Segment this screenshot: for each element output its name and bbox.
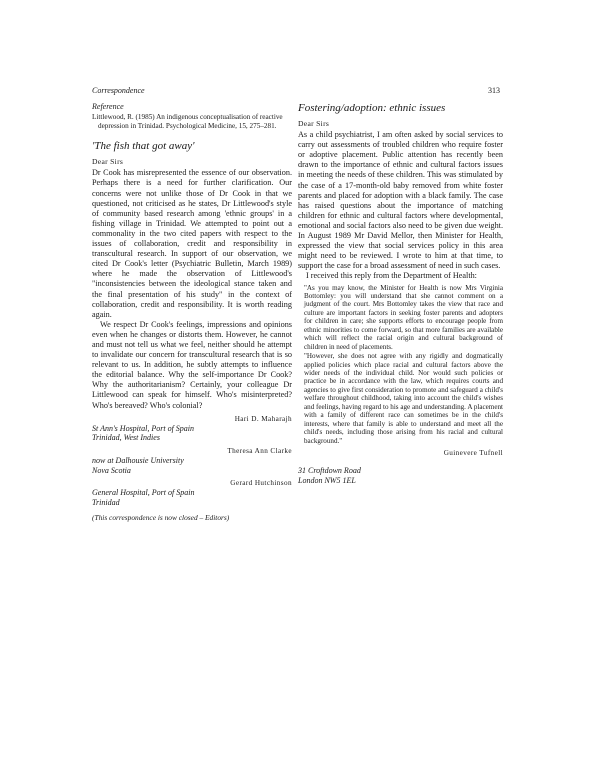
paragraph: We respect Dr Cook's feelings, impressions and opinions even when he changes or distorts them. However, he cannot and must not tell us what we feel, neither should he attempt to invalidate our concern for transcultural research that is so relevant to us. In addition, he subtly attempts to influence the editorial balance. Why the self-importance Dr Cook? Why the authoritarianism? Certainly, your colleague Dr Littlewood can speak for himself. Who's misinterpreted? Who's bereaved? Who's colonial? [92,319,292,410]
reference-entry: Littlewood, R. (1985) An indigenous conceptualisation of reactive depression in Trinidad. Psychological Medicine, 15, 275–281. [92,113,283,130]
running-head: Correspondence [92,86,145,95]
quote-paragraph: "As you may know, the Minister for Health is now Mrs Virginia Bottomley: you will understand that she cannot comment on a judgment of the court. Mrs Bottomley takes the view that race and culture are important factors in seeking foster parents and adopters for children in care; she supports efforts to encourage people from ethnic minorities to come forward, so that more families are available which will reflect the racial origin and cultural background of children in need of placements. [304,283,503,351]
letter-title-fish: 'The fish that got away' [92,140,195,153]
paragraph: Dr Cook has misrepresented the essence of our observation. Perhaps there is a need for further clarification. Our concerns were not unlike those of Dr Cook in that we questioned, not criticised as he states, Dr Littlewood's style of community based research among 'ethnic groups' in a fishing village in Trinidad. We attempted to point out a commonality in the two cited papers with respect to the issues of collaboration, credit and responsibility in transcultural research. In support of our observation, we cited Dr Cook's letter (Psychiatric Bulletin, March 1989) where he made the observation of Littlewood's "inconsistencies between the ideological stance taken and the final presentation of his study" in the context of collaboration, credit and responsibility. It is worth reading again. [92,168,292,319]
quote-paragraph: "However, she does not agree with any rigidly and dogmatically applied policies which place racial and cultural factors above the wider needs of the individual child. Nor would such policies or practice be in accordance with the law, which requires courts and agencies to give first consideration to promote and safeguard a child's welfare throughout childhood, taking into account the child's wishes and feelings, having regard to his age and understanding. A placement with a family of different race can sometimes be in the child's interests, where that family is able to understand and meet all the child's needs, including those arising from his racial and cultural background." [304,352,503,445]
block-quote [298,284,503,446]
paragraph: As a child psychiatrist, I am often asked by social services to carry out assessments of troubled children who require foster or adoptive placement. Public attention has recently been drawn to the importance of ethnic and cultural factors issues in meeting the needs of these children. This was stimulated by the case of a 17-month-old baby removed from white foster parents and placed for adoption with a black family. The case has raised questions about the importance of matching children for ethnic and cultural factors where developmental, emotional and social factors also need to be given due weight. In August 1989 Mr David Mellor, then Minister for Health, expressed the view that social services policy in this area might need to be reviewed. I wrote to him at that time, to support the case for a broad assessment of need in such cases. [298,130,503,271]
page-number: 313 [488,86,500,95]
signatory-name: Hari D. Maharajh [234,414,292,423]
signatory-address: London NW5 1EL [298,475,356,485]
right-column [298,100,503,485]
paragraph: I received this reply from the Department of Health: [306,271,477,281]
editor-note: (This correspondence is now closed – Editors) [92,513,230,523]
signatory-address: General Hospital, Port of Spain [92,488,195,498]
salutation: Dear Sirs [298,119,330,128]
signatory-name: Gerard Hutchinson [230,479,292,488]
signatory-address: now at Dalhousie University [92,456,184,465]
left-column [92,102,292,524]
reference-heading: Reference [92,102,124,111]
salutation: Dear Sirs [92,157,124,167]
letter-title-fostering: Fostering/adoption: ethnic issues [298,102,446,114]
signatory-name: Guinevere Tufnell [443,449,503,458]
signatory-address: 31 Croftdown Road [298,466,361,476]
signatory-address: Trinidad [92,497,120,507]
signatory-address: Nova Scotia [92,465,131,475]
signatory-name: Theresa Ann Clarke [227,446,292,455]
signatory-address: St Ann's Hospital, Port of Spain [92,423,195,433]
signatory-address: Trinidad, West Indies [92,433,160,443]
